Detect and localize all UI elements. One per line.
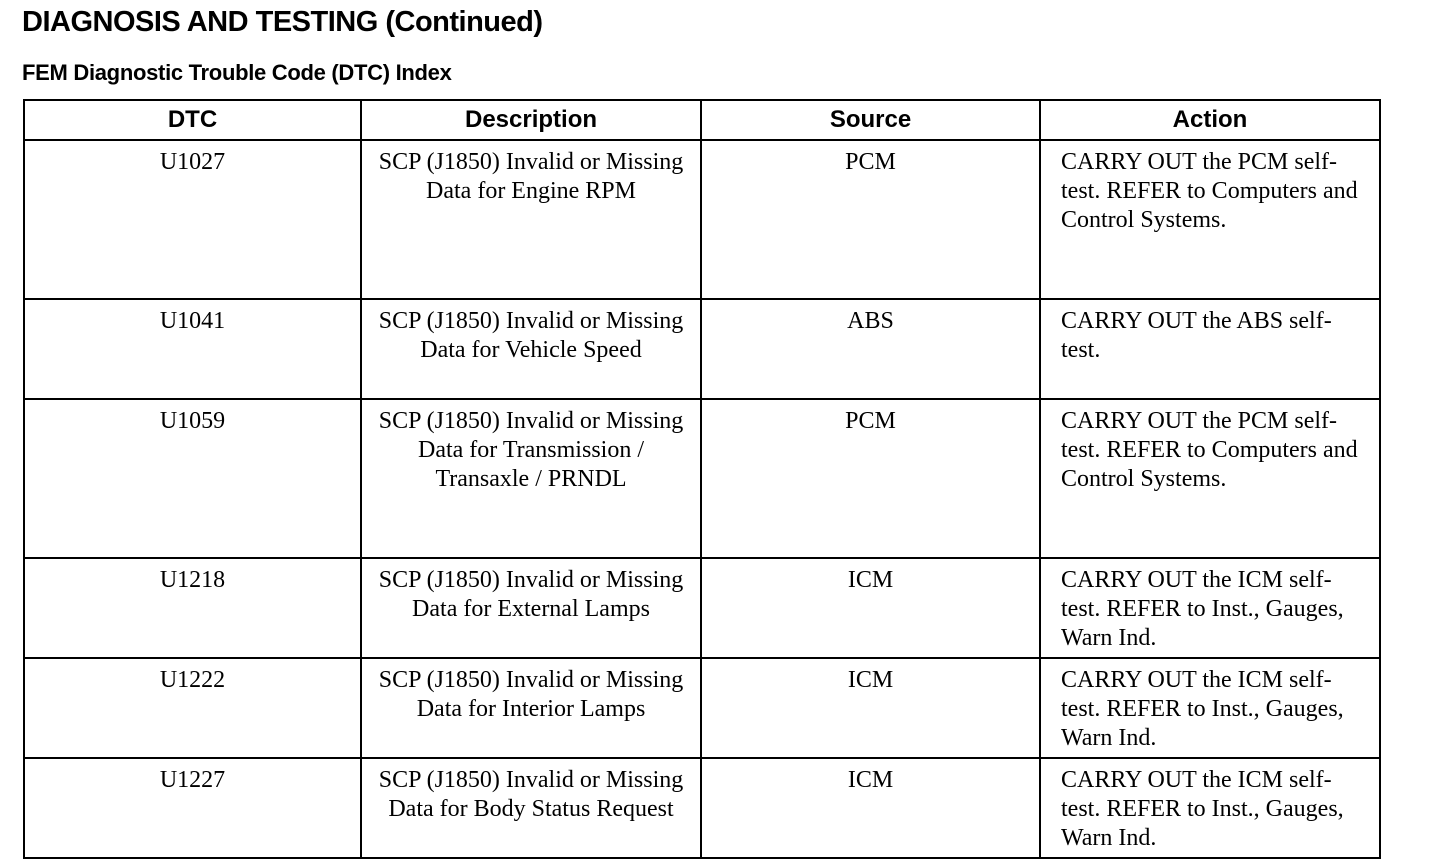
description-cell: SCP (J1850) Invalid or Missing Data for Vehicle Speed xyxy=(361,299,701,399)
table-row xyxy=(24,299,1380,399)
table-row xyxy=(24,558,1380,658)
action-cell: CARRY OUT the ICM self-test. REFER to Inst., Gauges, Warn Ind. xyxy=(1040,558,1380,658)
description-cell: SCP (J1850) Invalid or Missing Data for Body Status Request xyxy=(361,758,701,858)
action-cell: CARRY OUT the PCM self-test. REFER to Computers and Control Systems. xyxy=(1040,140,1380,299)
action-cell: CARRY OUT the ICM self-test. REFER to Inst., Gauges, Warn Ind. xyxy=(1040,758,1380,858)
table-row xyxy=(24,758,1380,858)
table-row xyxy=(24,658,1380,758)
description-cell: SCP (J1850) Invalid or Missing Data for Engine RPM xyxy=(361,140,701,299)
header-action: Action xyxy=(1040,100,1380,140)
source-cell: ABS xyxy=(701,299,1040,399)
action-cell: CARRY OUT the ICM self-test. REFER to Inst., Gauges, Warn Ind. xyxy=(1040,658,1380,758)
action-cell: CARRY OUT the ABS self-test. xyxy=(1040,299,1380,399)
description-cell: SCP (J1850) Invalid or Missing Data for External Lamps xyxy=(361,558,701,658)
source-cell: ICM xyxy=(701,758,1040,858)
dtc-cell: U1041 xyxy=(24,299,361,399)
header-dtc: DTC xyxy=(24,100,361,140)
source-cell: PCM xyxy=(701,140,1040,299)
dtc-cell: U1059 xyxy=(24,399,361,558)
section-title: FEM Diagnostic Trouble Code (DTC) Index xyxy=(22,60,452,85)
source-cell: ICM xyxy=(701,658,1040,758)
action-cell: CARRY OUT the PCM self-test. REFER to Computers and Control Systems. xyxy=(1040,399,1380,558)
dtc-index-table xyxy=(23,99,1381,859)
dtc-cell: U1222 xyxy=(24,658,361,758)
description-cell: SCP (J1850) Invalid or Missing Data for Interior Lamps xyxy=(361,658,701,758)
table-row xyxy=(24,399,1380,558)
dtc-cell: U1218 xyxy=(24,558,361,658)
description-cell: SCP (J1850) Invalid or Missing Data for Transmission / Transaxle / PRNDL xyxy=(361,399,701,558)
table-row xyxy=(24,140,1380,299)
dtc-cell: U1027 xyxy=(24,140,361,299)
header-source: Source xyxy=(701,100,1040,140)
source-cell: ICM xyxy=(701,558,1040,658)
dtc-cell: U1227 xyxy=(24,758,361,858)
source-cell: PCM xyxy=(701,399,1040,558)
table-header-row xyxy=(24,100,1380,140)
header-description: Description xyxy=(361,100,701,140)
page-title: DIAGNOSIS AND TESTING (Continued) xyxy=(22,6,543,38)
